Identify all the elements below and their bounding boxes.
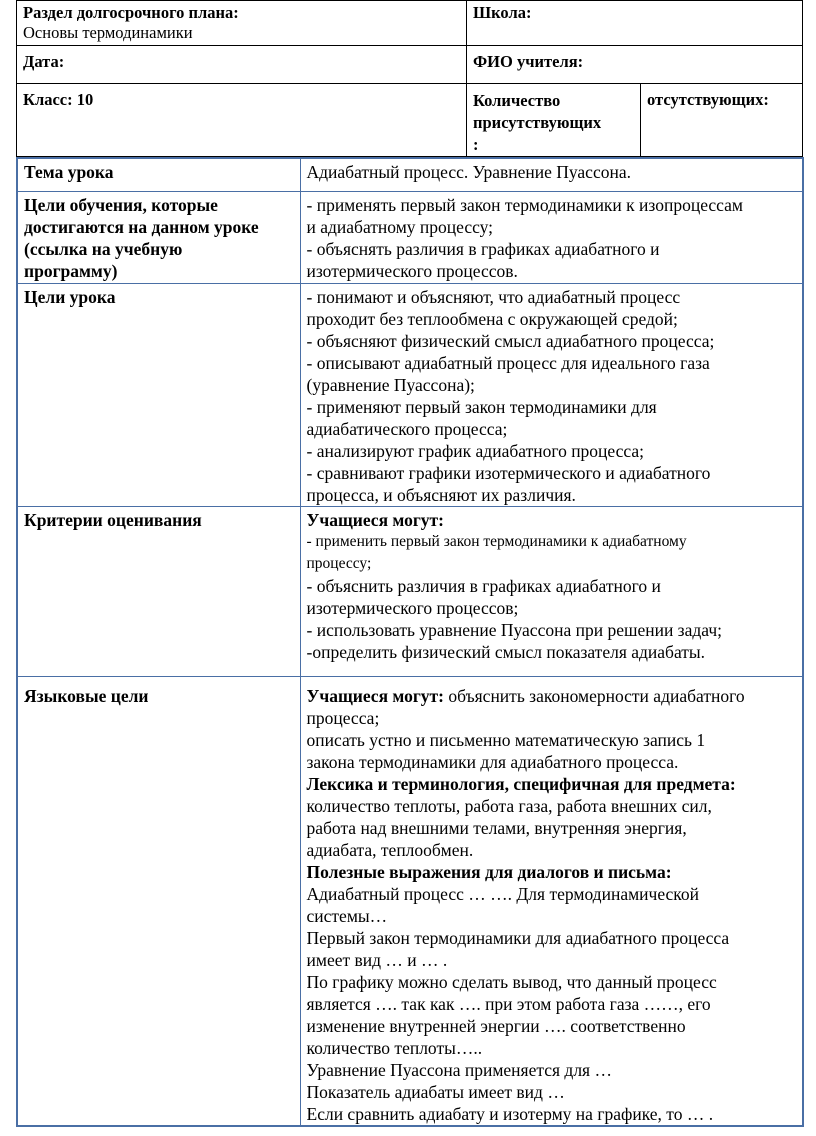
absent-label: отсутствующих:	[641, 84, 803, 157]
vocab-heading: Лексика и терминология, специфичная для предмета:	[306, 773, 736, 794]
goal-line: - понимают и объясняют, что адиабатный процесс	[306, 286, 681, 307]
section-cell	[17, 1, 467, 46]
language-line: процесса;	[306, 707, 380, 728]
school-label: Школа:	[467, 1, 803, 46]
phrases-heading: Полезные выражения для диалогов и письма:	[306, 861, 672, 882]
phrase-line: Адиабатный процесс … …. Для термодинамической	[306, 883, 700, 904]
vocab-line: адиабата, теплообмен.	[306, 839, 474, 860]
vocab-line: работа над внешними телами, внутренняя энергия,	[306, 817, 687, 838]
topic-label: Тема урока	[17, 158, 300, 191]
table-row	[17, 158, 803, 191]
language-intro-rest: объяснить закономерности адиабатного	[443, 685, 745, 706]
goal-line: - описывают адиабатный процесс для идеального газа	[306, 352, 710, 373]
phrase-line: изменение внутренней энергии …. соответственно	[306, 1015, 686, 1036]
header-table	[16, 0, 803, 157]
lesson-table	[16, 157, 804, 1127]
phrase-line: системы…	[306, 905, 388, 926]
goal-line: проходит без теплообмена с окружающей средой;	[306, 308, 678, 329]
teacher-label: ФИО учителя:	[467, 46, 803, 84]
topic-value: Адиабатный процесс. Уравнение Пуассона.	[300, 158, 803, 191]
phrase-line: Уравнение Пуассона применяется для …	[306, 1059, 612, 1080]
criteria-value	[300, 506, 803, 676]
objective-line: и адиабатному процессу;	[306, 216, 494, 237]
goals-value	[300, 283, 803, 506]
goal-line: (уравнение Пуассона);	[306, 374, 475, 395]
objectives-label-line: (ссылка на учебную	[24, 238, 183, 259]
present-label-line: присутствующих	[473, 113, 602, 132]
language-value	[300, 676, 803, 1126]
objectives-value	[300, 191, 803, 283]
criteria-line: - использовать уравнение Пуассона при решении задач;	[306, 619, 722, 640]
goals-label: Цели урока	[17, 283, 300, 506]
phrase-line: Если сравнить адиабату и изотерму на графике, то … .	[306, 1103, 714, 1124]
phrase-line: Первый закон термодинамики для адиабатного процесса	[306, 927, 730, 948]
language-line: закона термодинамики для адиабатного процесса.	[306, 751, 679, 772]
objectives-label-line: достигаются на данном уроке	[24, 216, 259, 237]
objective-line: изотермического процессов.	[306, 260, 518, 281]
table-row	[17, 191, 803, 283]
phrase-line: имеет вид … и … .	[306, 949, 448, 970]
lesson-plan-page	[16, 0, 802, 1127]
criteria-line: - применить первый закон термодинамики к адиабатному	[306, 532, 687, 550]
present-label-line: Количество	[473, 91, 561, 110]
present-label-line: :	[473, 135, 479, 154]
language-intro-bold: Учащиеся могут:	[306, 685, 444, 706]
phrase-line: Показатель адиабаты имеет вид …	[306, 1081, 565, 1102]
goal-line: - объясняют физический смысл адиабатного процесса;	[306, 330, 715, 351]
goal-line: - сравнивают графики изотермического и адиабатного	[306, 462, 711, 483]
objectives-label	[17, 191, 300, 283]
criteria-line: -определить физический смысл показателя адиабаты.	[306, 641, 706, 662]
phrase-line: По графику можно сделать вывод, что данный процесс	[306, 971, 717, 992]
phrase-line: является …. так как …. при этом работа газа ……, его	[306, 993, 711, 1014]
section-value: Основы термодинамики	[23, 23, 193, 42]
table-row	[17, 676, 803, 1126]
objective-line: - объяснять различия в графиках адиабатного и	[306, 238, 660, 259]
goal-line: - применяют первый закон термодинамики для	[306, 396, 657, 417]
language-label: Языковые цели	[17, 676, 300, 1126]
goal-line: - анализируют график адиабатного процесса;	[306, 440, 645, 461]
phrase-line: количество теплоты…..	[306, 1037, 483, 1058]
criteria-heading: Учащиеся могут:	[306, 509, 444, 530]
table-row	[17, 506, 803, 676]
objectives-label-line: программу)	[24, 260, 118, 281]
objective-line: - применять первый закон термодинамики к изопроцессам	[306, 194, 744, 215]
criteria-line: процессу;	[306, 554, 372, 572]
class-label: Класс: 10	[17, 84, 467, 157]
language-intro	[307, 685, 797, 707]
goal-line: адиабатического процесса;	[306, 418, 508, 439]
section-label: Раздел долгосрочного плана:	[23, 3, 239, 22]
criteria-label: Критерии оценивания	[17, 506, 300, 676]
vocab-line: количество теплоты, работа газа, работа внешних сил,	[306, 795, 712, 816]
language-line: описать устно и письменно математическую запись 1	[306, 729, 706, 750]
date-label: Дата:	[17, 46, 467, 84]
criteria-line: - объяснить различия в графиках адиабатного и	[306, 575, 661, 596]
table-row	[17, 283, 803, 506]
present-cell	[467, 84, 641, 157]
objectives-label-line: Цели обучения, которые	[24, 194, 218, 215]
criteria-line: изотермического процессов;	[306, 597, 519, 618]
goal-line: процесса, и объясняют их различия.	[306, 484, 576, 505]
